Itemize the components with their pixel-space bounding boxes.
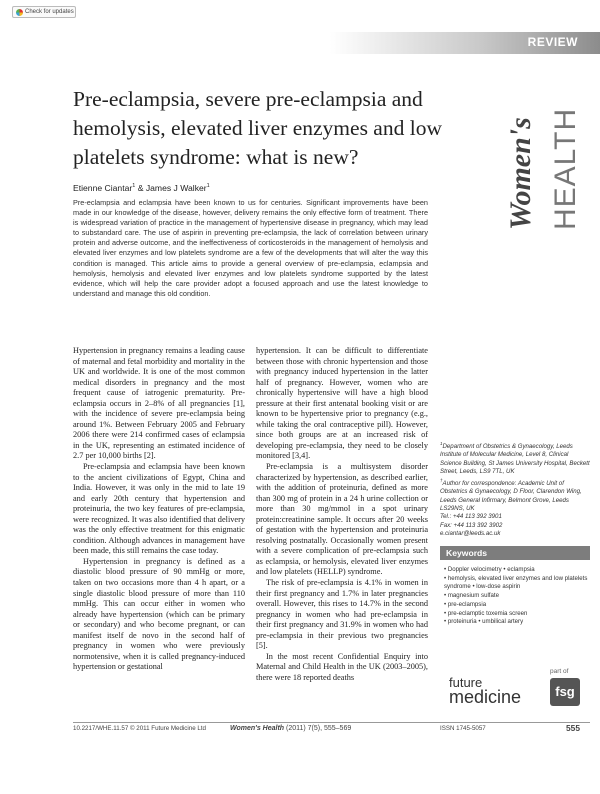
keyword-item: • proteinuria • umbilical artery [444,618,590,627]
footer-journal-citation: Women's Health (2011) 7(5), 555–569 [230,725,352,732]
affiliation-department: $^1$Department of Obstetrics & Gynaecology, Leeds Institute of Molecular Medicine, Level 8, Clinical Science Building, St James University Hospital, Beckett Street, Leeds, LS9 7TL, UK [440,441,590,476]
body-paragraph: Pre-eclampsia is a multisystem disorder characterized by hypertension, as described earlier, with the addition of proteinuria, defined as more than 300 mg of protein in a 24 h urine collection or more than 30 mg/mmol in a spot urinary protein:creatinine sample. It occurs after 20 weeks of gestation with the hypertension and proteinuria resolving postnatally. Occasionally women present with a severe complication of pre-eclampsia such as eclampsia, or hemolysis, elevated liver enzymes and low platelets (HELLP) syndrome. [256,462,428,577]
author-affiliation-mark: 1 [132,183,136,190]
body-column-left [73,346,245,673]
author-name: James J Walker [145,183,207,193]
logo-womens-text: Women's [504,117,537,230]
keyword-item: • pre-eclampsia [444,601,590,610]
crossmark-icon [16,9,23,16]
body-paragraph: The risk of pre-eclampsia is 4.1% in women in their first pregnancy and 1.7% in later pregnancies overall. However, this rises to 14.7% in the second pregnancy in women who had pre-eclampsia in their first pregnancy and 31.9% in women who had pre-eclampsia in their previous two pregnancies [5]. [256,578,428,651]
logo-health-text: HEALTH [549,107,582,230]
telephone: Tel.: +44 113 392 3901 [440,513,502,521]
check-for-updates-label: Check for updates [25,9,74,15]
author-line [73,183,210,193]
future-wordmark: future [449,675,483,690]
keywords-header: Keywords [440,546,590,560]
article-title: Pre-eclampsia, severe pre-eclampsia and hemolysis, elevated liver enzymes and low platelets syndrome: what is new? [73,87,442,169]
part-of-label: part of [550,668,569,675]
body-paragraph: hypertension. It can be difficult to differentiate between those with chronic hypertension and those with pregnancy induced hypertension in the latter half of pregnancy. However, women who are chronically hypertensive will have a high blood pressure at their first antenatal booking visit or are known to be hypertensive prior to pregnancy (e.g., while taking the oral contraceptive pill). However, since both groups are at an increased risk of developing pre-eclampsia, they need to be closely monitored [3,4]. [256,346,428,461]
body-paragraph: Pre-eclampsia and eclampsia have been known to the ancient civilizations of Egypt, China and India. However, it was only in the mid to late 19 and early 20th century that hypertension and proteinuria, the two key features of pre-eclampsia, were recognized. It was also identified that delivery was the only effective treatment for this enigmatic condition. Although advances in management have been made, this still remains the case today. [73,462,245,556]
keyword-item: • magnesium sulfate [444,592,590,601]
footer-issn: ISSN 1745-5057 [440,725,486,732]
section-banner [0,32,600,54]
body-column-right [256,346,428,684]
section-label: REVIEW [527,35,578,49]
body-paragraph: Hypertension in pregnancy is defined as a diastolic blood pressure of 90 mmHg or more, taken on two occasions more than 4 h apart, or a single diastolic blood pressure of more than 110 mmHg. This can occur either in women who already have hypertension (which can be primary or secondary) and who become pregnant, or can manifest itself de novo in the second half of pregnancy in women who were previously normotensive, when it is called pregnancy-induced hypertension or gestational [73,556,245,672]
author-name: Etienne Ciantar [73,183,133,193]
abstract: Pre-eclampsia and eclampsia have been known to us for centuries. Significant improvements have been made in our knowledge of the disease, however, delivery remains the only effective form of treatment. There is widespread variation of practice in the management of hypertensive disease in pregnancy, which may lead to substandard care. The use of aspirin in preventing pre-eclampsia, the lack of correlation between urinary protein and adverse outcome, and the ineffectiveness of corticosteroids in the management of hemolysis and elevated liver enzymes and low platelets syndrome are a few of the developments that will alter the way this condition is managed. This article aims to provide a general overview of pre-eclampsia, eclampsia and hemolysis, hemolysis and elevated liver enzymes and low platelets syndrome supported by the latest evidence, which will help the care provider adopt a focused approach and use the latest knowledge to understand and manage this old condition. [73,198,428,298]
medicine-wordmark: medicine [449,687,522,707]
body-paragraph: Hypertension in pregnancy remains a leading cause of maternal and fetal morbidity and mortality in the UK and worldwide. It is one of the most common medical disorders in pregnancy and the most frequent cause of iatrogenic prematurity. Pre-eclampsia occurs in 2–8% of all pregnancies [1], with the incidence of severe pre-eclampsia being around 1%. Between February 2005 and February 2006 there were 214 confirmed cases of eclampsia in the UK, representing an estimated incidence of 2.7 per 10,000 births [2]. [73,346,245,461]
affiliation-block [440,440,590,539]
womens-health-logo-graphic [500,90,592,230]
keywords-list [440,566,590,627]
footer-doi: 10.2217/WHE.11.57 © 2011 Future Medicine Ltd [73,725,206,732]
page-number: 555 [566,723,580,733]
fsg-logo: fsg [550,678,580,706]
email-link[interactable]: e.ciantar@leeds.ac.uk [440,530,501,538]
future-medicine-logo [442,668,592,720]
keyword-item: • hemolysis, elevated liver enzymes and low platelets syndrome • low-dose aspirin [444,575,590,592]
womens-health-logo [500,90,592,230]
body-paragraph: In the most recent Confidential Enquiry into Maternal and Child Health in the UK (2003–2005), there were 18 reported deaths [256,651,428,682]
footer-divider [73,722,590,723]
correspondence-address: †Author for correspondence: Academic Unit of Obstetrics & Gynaecology, D Floor, Clarendon Wing, Leeds General Infirmary, Belmont Grove, Leeds LS29NS, UK [440,477,582,512]
keyword-item: • Doppler velocimetry • eclampsia [444,566,590,575]
author-separator: & [135,183,146,193]
fax: Fax: +44 113 392 3902 [440,521,503,529]
author-affiliation-mark: 1 [206,183,210,190]
check-for-updates-badge[interactable] [12,6,76,18]
keyword-item: • pre-eclamptic toxemia screen [444,610,590,619]
